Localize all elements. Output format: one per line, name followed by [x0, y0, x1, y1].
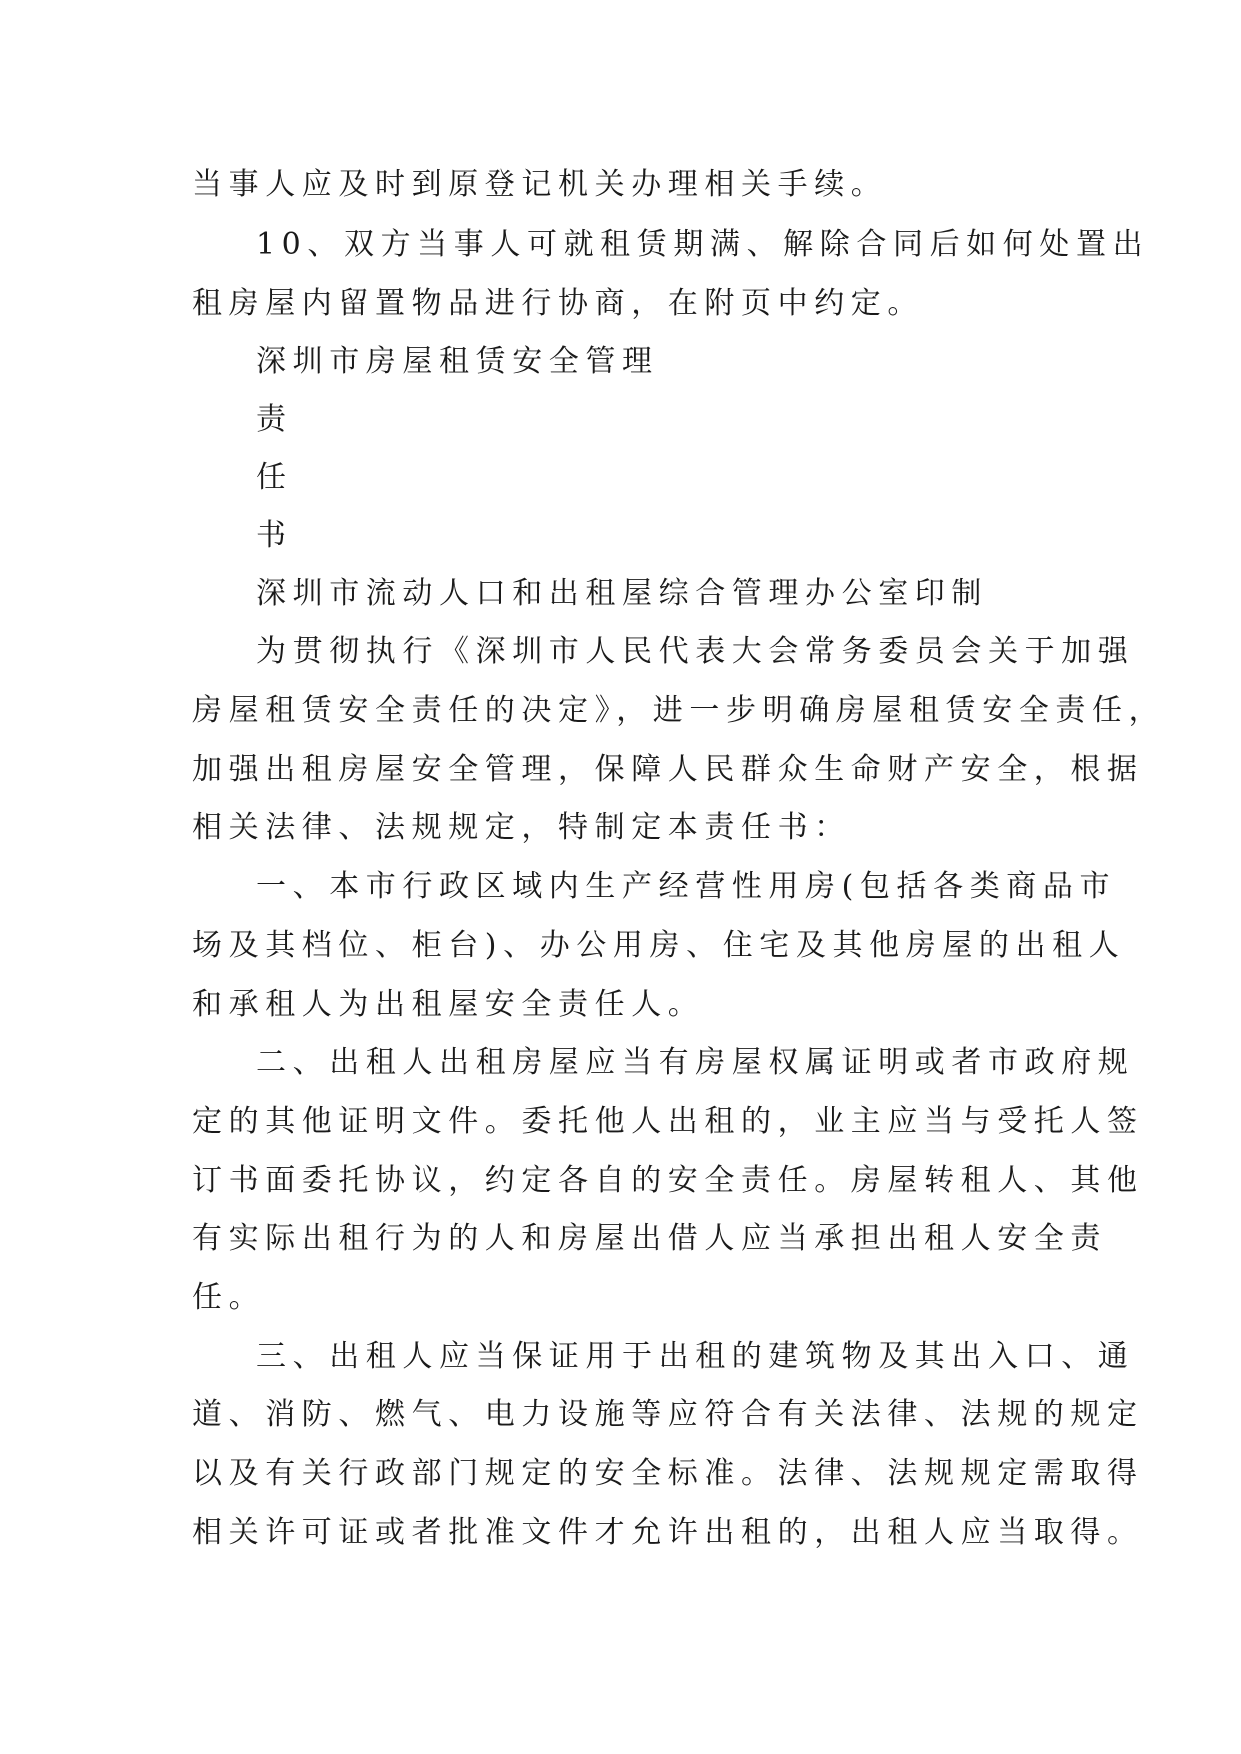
text-line: 定的其他证明文件。委托他人出租的，业主应当与受托人签: [192, 1104, 1144, 1139]
text-line: 房屋租赁安全责任的决定》，进一步明确房屋租赁安全责任，: [192, 693, 1166, 728]
text-line: 当事人应及时到原登记机关办理相关手续。: [192, 167, 888, 202]
text-line: 相关法律、法规规定，特制定本责任书：: [192, 810, 851, 845]
text-line: 租房屋内留置物品进行协商，在附页中约定。: [192, 286, 924, 321]
heading-char: 责: [256, 402, 293, 437]
text-line: 三、出租人应当保证用于出租的建筑物及其出入口、通: [256, 1339, 1135, 1374]
text-line: 加强出租房屋安全管理，保障人民群众生命财产安全，根据: [192, 752, 1144, 787]
text-line: 场及其档位、柜台)、办公用房、住宅及其他房屋的出租人: [192, 928, 1126, 963]
text-line: 有实际出租行为的人和房屋出借人应当承担出租人安全责: [192, 1221, 1107, 1256]
text-line: 为贯彻执行《深圳市人民代表大会常务委员会关于加强: [256, 634, 1135, 669]
text-line: 二、出租人出租房屋应当有房屋权属证明或者市政府规: [256, 1045, 1135, 1080]
text-line: 订书面委托协议，约定各自的安全责任。房屋转租人、其他: [192, 1163, 1144, 1198]
text-line: 道、消防、燃气、电力设施等应符合有关法律、法规的规定: [192, 1397, 1144, 1432]
text-line: 一、本市行政区域内生产经营性用房(包括各类商品市: [256, 869, 1117, 904]
heading-char: 书: [256, 518, 293, 553]
heading-line: 深圳市房屋租赁安全管理: [256, 344, 659, 379]
text-line: 和承租人为出租屋安全责任人。: [192, 987, 705, 1022]
text-line: 10、双方当事人可就租赁期满、解除合同后如何处置出: [256, 227, 1150, 262]
issuer-line: 深圳市流动人口和出租屋综合管理办公室印制: [256, 576, 988, 611]
heading-char: 任: [256, 460, 293, 495]
text-line: 相关许可证或者批准文件才允许出租的，出租人应当取得。: [192, 1515, 1144, 1550]
text-line: 任。: [192, 1280, 266, 1315]
text-line: 以及有关行政部门规定的安全标准。法律、法规规定需取得: [192, 1456, 1144, 1491]
